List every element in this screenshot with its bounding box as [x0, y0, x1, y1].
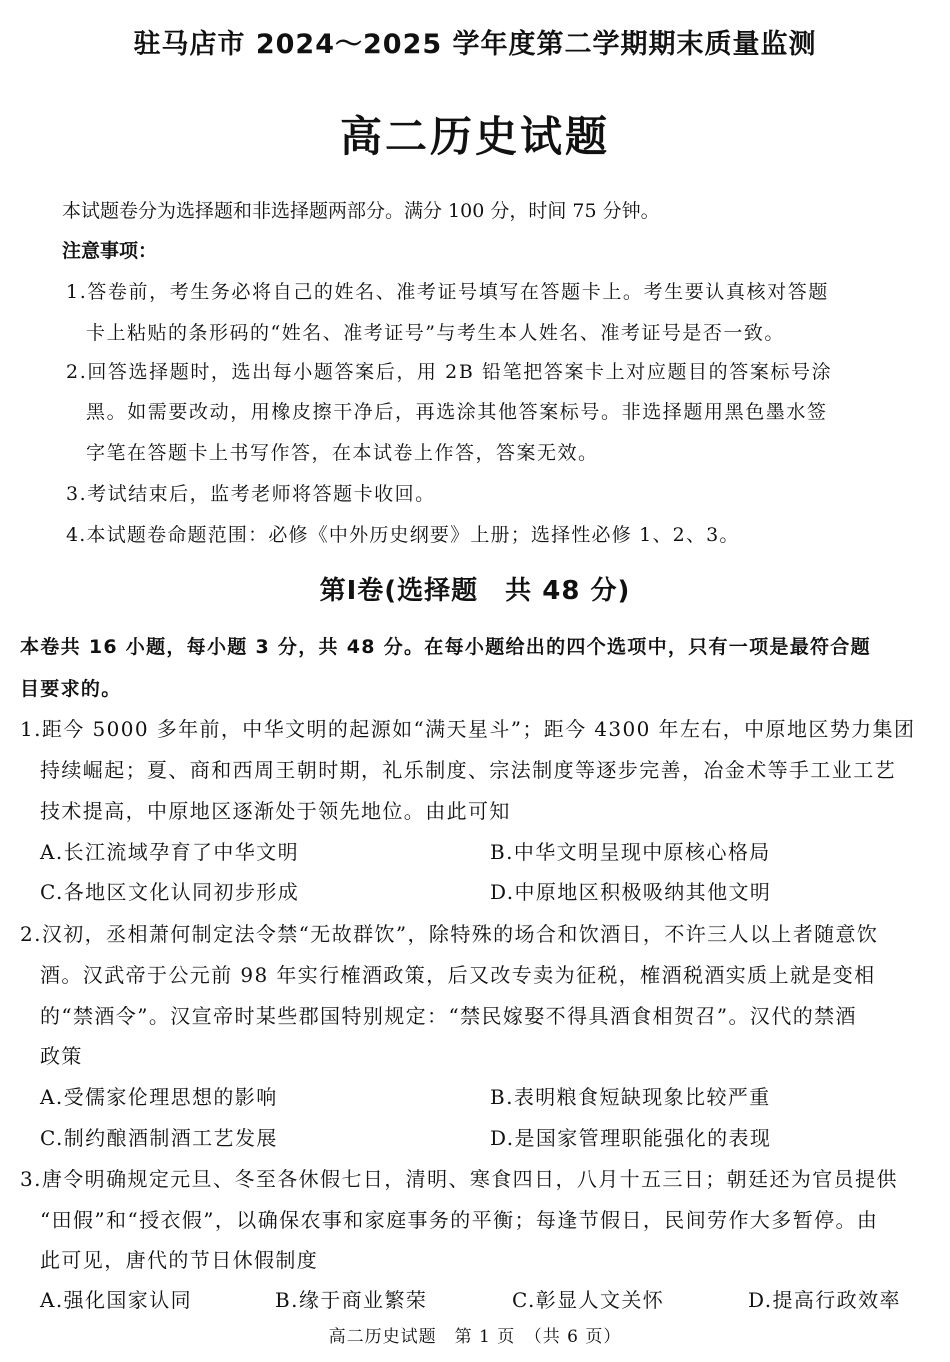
- question-1-stem: 1.距今 5000 多年前，中华文明的起源如“满天星斗”；距今 4300 年左右，中原地区势力集团: [20, 717, 916, 741]
- question-3-option-b: B.缘于商业繁荣: [275, 1288, 428, 1312]
- section-title: 第Ⅰ卷(选择题 共 48 分): [319, 576, 631, 606]
- question-2-stem-cont: 酒。汉武帝于公元前 98 年实行榷酒政策，后又改专卖为征税，榷酒税酒实质上就是变相: [40, 963, 876, 987]
- question-3-stem-cont: 此可见，唐代的节日休假制度: [40, 1248, 319, 1272]
- question-2-option-a: A.受儒家伦理思想的影响: [40, 1085, 278, 1109]
- question-1-option-a: A.长江流域孕育了中华文明: [40, 840, 300, 864]
- question-3-option-d: D.提高行政效率: [748, 1288, 901, 1312]
- notice-item-3: 3.考试结束后，监考老师将答题卡收回。: [66, 483, 436, 505]
- intro-text: 本试题卷分为选择题和非选择题两部分。满分 100 分，时间 75 分钟。: [62, 200, 660, 222]
- subject-title: 高二历史试题: [339, 112, 610, 161]
- question-3-option-c: C.彰显人文关怀: [512, 1288, 665, 1312]
- notice-heading: 注意事项：: [62, 240, 158, 262]
- question-1-option-b: B.中华文明呈现中原核心格局: [490, 840, 771, 864]
- exam-header: 驻马店市 2024～2025 学年度第二学期期末质量监测: [133, 29, 817, 60]
- notice-item-1-cont: 卡上粘贴的条形码的“姓名、准考证号”与考生本人姓名、准考证号是否一致。: [86, 322, 785, 344]
- question-3-stem-cont: “田假”和“授衣假”，以确保农事和家庭事务的平衡；每逢节假日，民间劳作大多暂停。由: [40, 1208, 879, 1232]
- page-footer: 高二历史试题 第 1 页 （共 6 页）: [328, 1327, 622, 1347]
- question-1-option-d: D.中原地区积极吸纳其他文明: [490, 880, 772, 904]
- question-2-stem-cont: 的“禁酒令”。汉宣帝时某些郡国特别规定：“禁民嫁娶不得具酒食相贺召”。汉代的禁酒: [40, 1004, 857, 1028]
- question-2-option-c: C.制约酿酒制酒工艺发展: [40, 1126, 278, 1150]
- question-1-option-c: C.各地区文化认同初步形成: [40, 880, 300, 904]
- question-1-stem-cont: 持续崛起；夏、商和西周王朝时期，礼乐制度、宗法制度等逐步完善，冶金术等手工业工艺: [40, 758, 896, 782]
- question-2-stem: 2.汉初，丞相萧何制定法令禁“无故群饮”，除特殊的场合和饮酒日，不许三人以上者随意饮: [20, 922, 879, 946]
- question-2-stem-cont: 政策: [40, 1044, 83, 1068]
- question-2-option-d: D.是国家管理职能强化的表现: [490, 1126, 772, 1150]
- section-instruction: 本卷共 16 小题，每小题 3 分，共 48 分。在每小题给出的四个选项中，只有一项是最符合题: [20, 636, 871, 658]
- question-2-option-b: B.表明粮食短缺现象比较严重: [490, 1085, 771, 1109]
- notice-item-2-cont: 黑。如需要改动，用橡皮擦干净后，再选涂其他答案标号。非选择题用黑色墨水签: [86, 401, 828, 423]
- notice-item-1: 1.答卷前，考生务必将自己的姓名、准考证号填写在答题卡上。考生要认真核对答题: [66, 281, 829, 303]
- notice-item-2-cont: 字笔在答题卡上书写作答，在本试卷上作答，答案无效。: [86, 442, 599, 464]
- notice-item-2: 2.回答选择题时，选出每小题答案后，用 2B 铅笔把答案卡上对应题目的答案标号涂: [66, 361, 833, 383]
- question-3-option-a: A.强化国家认同: [40, 1288, 193, 1312]
- question-3-stem: 3.唐令明确规定元旦、冬至各休假七日，清明、寒食四日，八月十五三日；朝廷还为官员提供: [20, 1167, 898, 1191]
- section-instruction-cont: 目要求的。: [20, 678, 122, 700]
- question-1-stem-cont: 技术提高，中原地区逐渐处于领先地位。由此可知: [40, 799, 511, 823]
- notice-item-4: 4.本试题卷命题范围：必修《中外历史纲要》上册；选择性必修 1、2、3。: [66, 524, 740, 546]
